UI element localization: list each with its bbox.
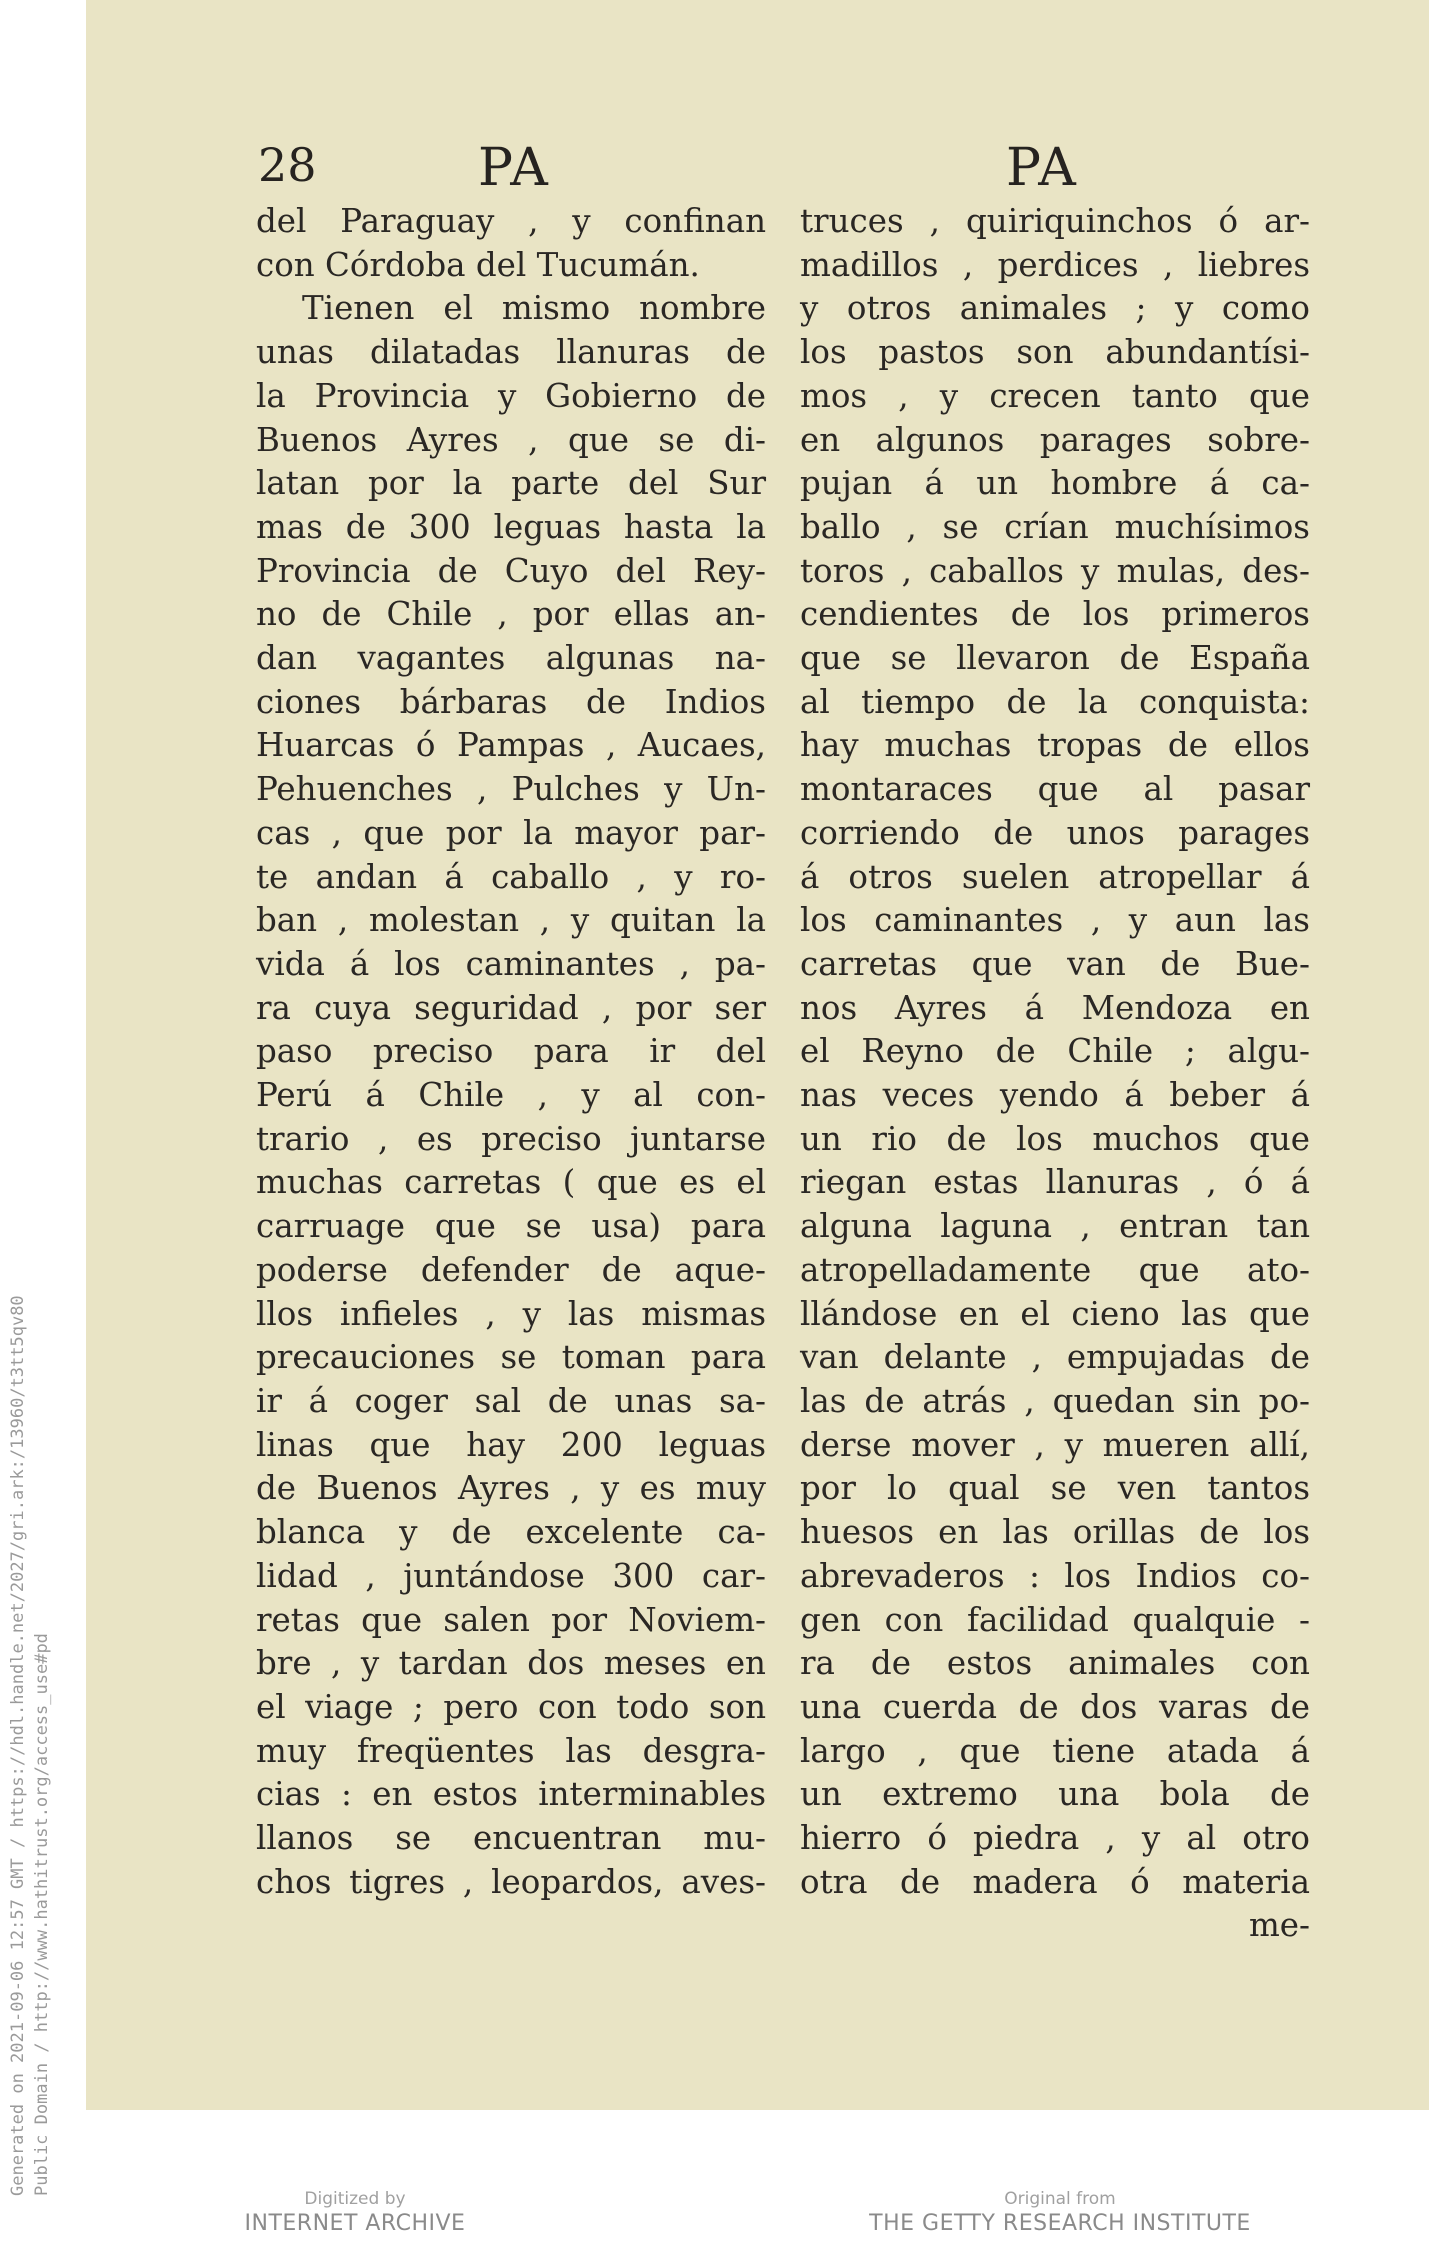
text-line: truces , quiriquinchos ó ar- xyxy=(800,202,1310,240)
text-line: un extremo una bola de xyxy=(800,1775,1310,1814)
text-line: mas de 300 leguas hasta la xyxy=(256,507,766,546)
text-line: llanos se encuentran mu- xyxy=(256,1819,766,1858)
text-line: ra cuya seguridad , por ser xyxy=(256,988,766,1027)
text-line: Buenos Ayres , que se di- xyxy=(256,420,766,459)
text-line: atropelladamente que ato- xyxy=(800,1250,1310,1289)
text-line: los caminantes , y aun las xyxy=(800,901,1310,940)
text-line: que se llevaron de España xyxy=(800,639,1310,678)
text-line: montaraces que al pasar xyxy=(800,770,1310,809)
text-line: ban , molestan , y quitan la xyxy=(256,901,766,940)
text-line: á otros suelen atropellar á xyxy=(800,857,1310,896)
text-line: Provincia de Cuyo del Rey- xyxy=(256,551,766,590)
text-line: Perú á Chile , y al con- xyxy=(256,1076,766,1115)
original-source-credit xyxy=(860,2188,1260,2238)
text-line: trario , es preciso juntarse xyxy=(256,1119,766,1158)
text-line: retas que salen por Noviem- xyxy=(256,1600,766,1639)
text-line: Pehuenches , Pulches y Un- xyxy=(256,770,766,809)
text-line: nos Ayres á Mendoza en xyxy=(800,988,1310,1027)
text-line: cas , que por la mayor par- xyxy=(256,813,766,852)
text-line: hierro ó piedra , y al otro xyxy=(800,1819,1310,1858)
text-line: los pastos son abundantísi- xyxy=(800,333,1310,372)
text-line: ciones bárbaras de Indios xyxy=(256,682,766,721)
catchword: me- xyxy=(1248,1906,1310,1945)
text-line: lidad , juntándose 300 car- xyxy=(256,1556,766,1595)
text-line: Tienen el mismo nombre xyxy=(302,289,766,328)
text-line: hay muchas tropas de ellos xyxy=(800,726,1310,765)
text-line: mos , y crecen tanto que xyxy=(800,376,1310,415)
text-line: de Buenos Ayres , y es muy xyxy=(256,1469,766,1508)
text-line: muy freqüentes las desgra- xyxy=(256,1731,766,1770)
text-line: el Reyno de Chile ; algu- xyxy=(800,1032,1310,1071)
text-line: te andan á caballo , y ro- xyxy=(256,857,766,896)
text-line: del Paraguay , y confinan xyxy=(256,202,766,240)
left-text-column xyxy=(256,200,766,1904)
text-line: otra de madera ó materia xyxy=(800,1862,1310,1901)
text-line: ir á coger sal de unas sa- xyxy=(256,1381,766,1420)
original-from-label: Original from xyxy=(1004,2189,1116,2209)
text-line: unas dilatadas llanuras de xyxy=(256,333,766,372)
text-line: latan por la parte del Sur xyxy=(256,464,766,503)
page-footer xyxy=(0,2188,1429,2242)
text-line: al tiempo de la conquista: xyxy=(800,682,1310,721)
text-line: alguna laguna , entran tan xyxy=(800,1207,1310,1246)
text-line: dan vagantes algunas na- xyxy=(256,639,766,678)
text-line: chos tigres , leopardos, aves- xyxy=(256,1862,766,1901)
text-line: corriendo de unos parages xyxy=(800,813,1310,852)
text-line: van delante , empujadas de xyxy=(800,1338,1310,1377)
text-line: nas veces yendo á beber á xyxy=(800,1076,1310,1115)
text-line: abrevaderos : los Indios co- xyxy=(800,1556,1310,1595)
text-line: poderse defender de aque- xyxy=(256,1250,766,1289)
text-line: por lo qual se ven tantos xyxy=(800,1469,1310,1508)
running-head-right: PA xyxy=(1006,138,1078,198)
internet-archive-label: INTERNET ARCHIVE xyxy=(244,2211,466,2236)
text-line: paso preciso para ir del xyxy=(256,1032,766,1071)
text-line: bre , y tardan dos meses en xyxy=(256,1644,766,1683)
text-line: las de atrás , quedan sin po- xyxy=(800,1381,1310,1420)
text-line: carruage que se usa) para xyxy=(256,1207,766,1246)
text-line: derse mover , y mueren allí, xyxy=(800,1425,1310,1464)
text-line: un rio de los muchos que xyxy=(800,1119,1310,1158)
text-line: toros , caballos y mulas, des- xyxy=(800,551,1310,590)
text-line: precauciones se toman para xyxy=(256,1338,766,1377)
page-number: 28 xyxy=(258,138,317,192)
text-line: Huarcas ó Pampas , Aucaes, xyxy=(256,726,766,765)
text-line: riegan estas llanuras , ó á xyxy=(800,1163,1310,1202)
text-line: el viage ; pero con todo son xyxy=(256,1687,766,1726)
text-line: cendientes de los primeros xyxy=(800,595,1310,634)
text-line: con Córdoba del Tucumán. xyxy=(256,245,700,284)
text-line: gen con facilidad qualquie - xyxy=(800,1600,1310,1639)
running-head-left: PA xyxy=(478,138,550,198)
text-line: cias : en estos interminables xyxy=(256,1775,766,1814)
text-line: muchas carretas ( que es el xyxy=(256,1163,766,1202)
text-line: y otros animales ; y como xyxy=(800,289,1310,328)
text-line: linas que hay 200 leguas xyxy=(256,1425,766,1464)
digitizer-credit xyxy=(210,2188,500,2238)
watermark-line-license: Public Domain / http://www.hathitrust.org/access_use#pd xyxy=(32,1633,52,2196)
digitized-by-label: Digitized by xyxy=(304,2189,406,2209)
text-line: huesos en las orillas de los xyxy=(800,1513,1310,1552)
text-line: carretas que van de Bue- xyxy=(800,944,1310,983)
page-header xyxy=(86,138,1429,198)
text-line: la Provincia y Gobierno de xyxy=(256,376,766,415)
text-line: ra de estos animales con xyxy=(800,1644,1310,1683)
text-line: blanca y de excelente ca- xyxy=(256,1513,766,1552)
right-text-column xyxy=(800,200,1310,1948)
text-line: largo , que tiene atada á xyxy=(800,1731,1310,1770)
text-line: llos infieles , y las mismas xyxy=(256,1294,766,1333)
text-line: ballo , se crían muchísimos xyxy=(800,507,1310,546)
text-line: llándose en el cieno las que xyxy=(800,1294,1310,1333)
text-line: pujan á un hombre á ca- xyxy=(800,464,1310,503)
text-line: en algunos parages sobre- xyxy=(800,420,1310,459)
watermark-line-generated: Generated on 2021-09-06 12:57 GMT / https://hdl.handle.net/2027/gri.ark:/13960/t3tt5qv80 xyxy=(8,1295,28,2196)
text-line: madillos , perdices , liebres xyxy=(800,245,1310,284)
getty-label: THE GETTY RESEARCH INSTITUTE xyxy=(869,2211,1251,2236)
text-line: una cuerda de dos varas de xyxy=(800,1687,1310,1726)
text-line: no de Chile , por ellas an- xyxy=(256,595,766,634)
hathitrust-watermark xyxy=(0,1100,60,2210)
text-line: vida á los caminantes , pa- xyxy=(256,944,766,983)
